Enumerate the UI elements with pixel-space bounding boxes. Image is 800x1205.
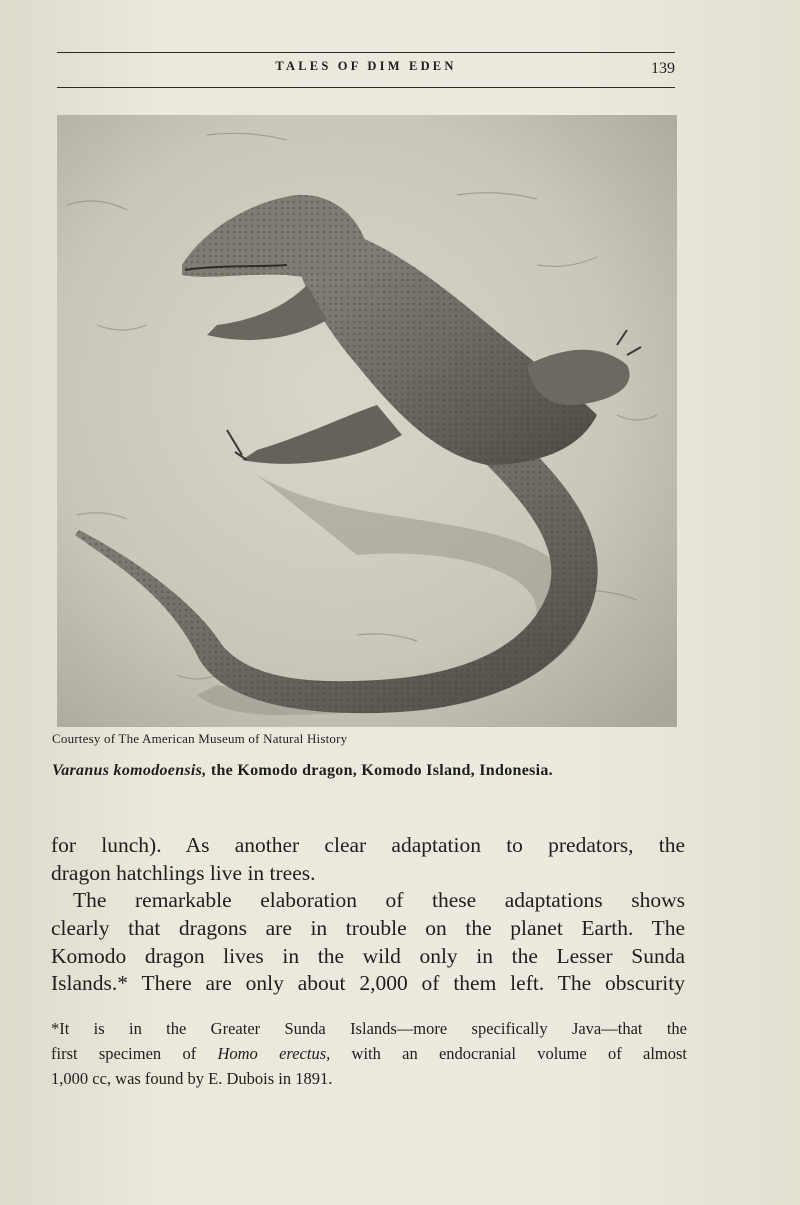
- body-line-1: for lunch). As another clear adaptation to predators, the: [51, 833, 685, 857]
- figure-caption: [52, 762, 692, 780]
- photo-credit: Courtesy of The American Museum of Natural History: [52, 731, 348, 746]
- caption-text: the Komodo dragon, Komodo Island, Indonesia.: [210, 762, 553, 779]
- caption-species-name: Varanus komodoensis,: [52, 762, 207, 779]
- running-head: TALES OF DIM EDEN: [275, 59, 457, 73]
- body-line-3: The remarkable elaboration of these adaptations shows: [73, 888, 685, 912]
- header-rule-bottom: [57, 87, 675, 88]
- komodo-dragon-photo: [57, 115, 677, 727]
- header-rule-top: [57, 52, 675, 53]
- footnote-line-2: [51, 1042, 687, 1066]
- body-line-5: Komodo dragon lives in the wild only in the Lesser Sunda: [51, 944, 685, 968]
- body-line-6: Islands.* There are only about 2,000 of them left. The obscurity: [51, 971, 685, 995]
- footnote-text-cont: with an endocranial volume of almost: [351, 1044, 688, 1063]
- footnote-line-1: *It is in the Greater Sunda Islands—more specifically Java—that the: [51, 1019, 687, 1038]
- footnote-species-name: Homo erectus,: [217, 1044, 331, 1063]
- footnote-text: first specimen of: [51, 1044, 197, 1063]
- page-number: 139: [651, 60, 675, 77]
- body-line-4: clearly that dragons are in trouble on the planet Earth. The: [51, 916, 685, 940]
- body-line-2: dragon hatchlings live in trees.: [51, 861, 316, 885]
- footnote-line-3: 1,000 cc, was found by E. Dubois in 1891.: [51, 1069, 333, 1088]
